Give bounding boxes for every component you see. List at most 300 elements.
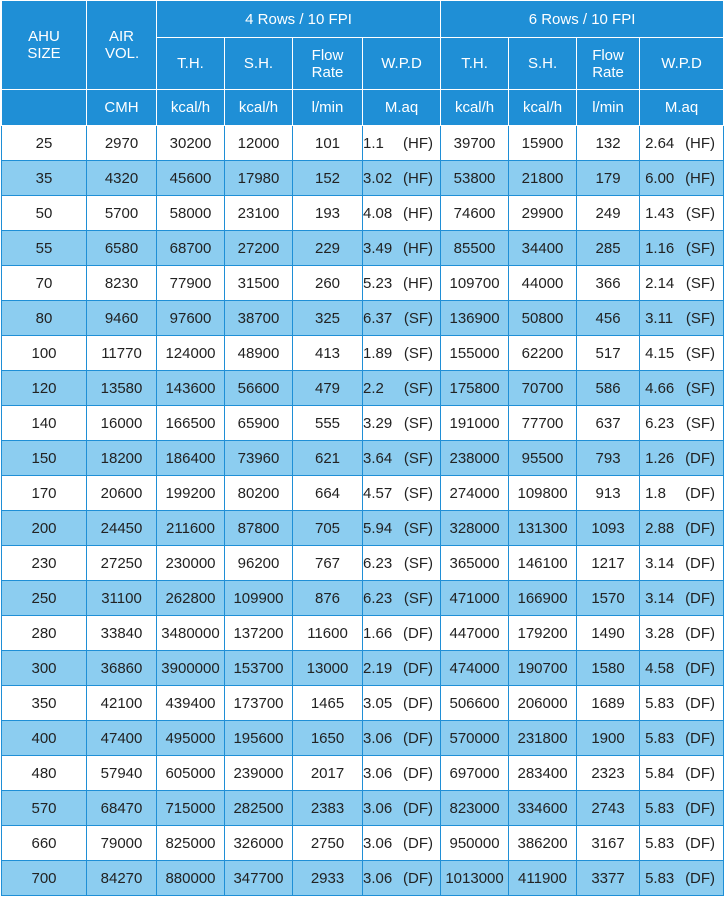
cell-flow-rate-6row: 1580 [577, 651, 640, 686]
cell-ahu-size: 170 [2, 476, 87, 511]
cell-th-4row: 3900000 [157, 651, 225, 686]
cell-sh-4row: 173700 [225, 686, 293, 721]
cell-th-6row: 136900 [441, 301, 509, 336]
cell-th-4row: 45600 [157, 161, 225, 196]
header-sh-1: S.H. [225, 38, 293, 90]
cell-th-4row: 166500 [157, 406, 225, 441]
cell-air-vol: 2970 [87, 126, 157, 161]
cell-sh-4row: 17980 [225, 161, 293, 196]
cell-wpd-6row [640, 371, 724, 406]
wpd-value: 6.37 [363, 309, 393, 327]
cell-ahu-size: 150 [2, 441, 87, 476]
cell-ahu-size: 50 [2, 196, 87, 231]
cell-air-vol: 18200 [87, 441, 157, 476]
cell-th-6row: 274000 [441, 476, 509, 511]
wpd-value: 4.66 [645, 379, 675, 397]
cell-th-4row: 825000 [157, 826, 225, 861]
wpd-value: 5.83 [645, 694, 675, 712]
cell-th-6row: 447000 [441, 616, 509, 651]
cell-sh-6row: 146100 [509, 546, 577, 581]
cell-wpd-4row [363, 336, 441, 371]
cell-air-vol: 9460 [87, 301, 157, 336]
cell-sh-6row: 283400 [509, 756, 577, 791]
cell-sh-4row: 65900 [225, 406, 293, 441]
flow-rate-label-2: Flow Rate [592, 46, 624, 81]
cell-wpd-6row [640, 476, 724, 511]
cell-th-4row: 880000 [157, 861, 225, 896]
cell-th-4row: 3480000 [157, 616, 225, 651]
cell-flow-rate-4row: 13000 [293, 651, 363, 686]
header-wpd-1: W.P.D [363, 38, 441, 90]
wpd-value: 3.06 [363, 764, 393, 782]
wpd-value: 3.14 [645, 554, 675, 572]
cell-wpd-4row [363, 546, 441, 581]
cell-flow-rate-6row: 793 [577, 441, 640, 476]
cell-th-6row: 74600 [441, 196, 509, 231]
wpd-value: 1.1 [363, 134, 384, 152]
wpd-value: 5.83 [645, 834, 675, 852]
wpd-value: 2.64 [645, 134, 675, 152]
cell-ahu-size: 55 [2, 231, 87, 266]
cell-air-vol: 5700 [87, 196, 157, 231]
cell-flow-rate-6row: 1570 [577, 581, 640, 616]
cell-sh-6row: 231800 [509, 721, 577, 756]
cell-wpd-6row [640, 546, 724, 581]
cell-flow-rate-6row: 1093 [577, 511, 640, 546]
cell-flow-rate-4row: 413 [293, 336, 363, 371]
cell-wpd-6row [640, 861, 724, 896]
ahu-size-label: AHU SIZE [27, 28, 61, 62]
wpd-value: 3.06 [363, 799, 393, 817]
header-th-1: T.H. [157, 38, 225, 90]
cell-air-vol: 47400 [87, 721, 157, 756]
wpd-value: 3.49 [363, 239, 393, 257]
unit-lmin-2: l/min [577, 90, 640, 126]
cell-sh-6row: 44000 [509, 266, 577, 301]
cell-air-vol: 27250 [87, 546, 157, 581]
cell-ahu-size: 300 [2, 651, 87, 686]
cell-wpd-4row [363, 476, 441, 511]
cell-th-6row: 1013000 [441, 861, 509, 896]
cell-ahu-size: 120 [2, 371, 87, 406]
table-row [2, 581, 724, 616]
cell-flow-rate-4row: 1650 [293, 721, 363, 756]
cell-wpd-6row [640, 126, 724, 161]
cell-th-6row: 506600 [441, 686, 509, 721]
air-vol-label: AIR VOL. [105, 28, 140, 62]
cell-ahu-size: 70 [2, 266, 87, 301]
table-row [2, 616, 724, 651]
cell-wpd-4row [363, 581, 441, 616]
cell-wpd-4row [363, 196, 441, 231]
cell-th-6row: 328000 [441, 511, 509, 546]
cell-th-6row: 175800 [441, 371, 509, 406]
cell-sh-6row: 411900 [509, 861, 577, 896]
cell-air-vol: 36860 [87, 651, 157, 686]
cell-sh-6row: 95500 [509, 441, 577, 476]
wpd-type: (DF) [685, 519, 716, 537]
cell-th-4row: 495000 [157, 721, 225, 756]
cell-air-vol: 84270 [87, 861, 157, 896]
cell-air-vol: 57940 [87, 756, 157, 791]
cell-air-vol: 4320 [87, 161, 157, 196]
wpd-type: (DF) [685, 834, 716, 852]
wpd-type: (HF) [403, 134, 433, 152]
cell-wpd-4row [363, 301, 441, 336]
header-flow-rate-1 [293, 38, 363, 90]
cell-th-6row: 39700 [441, 126, 509, 161]
cell-th-6row: 85500 [441, 231, 509, 266]
wpd-type: (SF) [403, 449, 433, 467]
cell-ahu-size: 700 [2, 861, 87, 896]
cell-ahu-size: 280 [2, 616, 87, 651]
cell-wpd-6row [640, 756, 724, 791]
cell-flow-rate-6row: 132 [577, 126, 640, 161]
wpd-type: (DF) [685, 589, 716, 607]
cell-flow-rate-4row: 2750 [293, 826, 363, 861]
wpd-value: 5.83 [645, 729, 675, 747]
wpd-value: 6.00 [645, 169, 675, 187]
cell-sh-4row: 73960 [225, 441, 293, 476]
wpd-type: (DF) [685, 659, 716, 677]
wpd-value: 5.23 [363, 274, 393, 292]
cell-wpd-6row [640, 336, 724, 371]
cell-sh-4row: 326000 [225, 826, 293, 861]
cell-flow-rate-6row: 366 [577, 266, 640, 301]
cell-flow-rate-4row: 2933 [293, 861, 363, 896]
wpd-value: 1.66 [363, 624, 393, 642]
cell-wpd-6row [640, 511, 724, 546]
cell-flow-rate-6row: 285 [577, 231, 640, 266]
wpd-value: 4.57 [363, 484, 393, 502]
cell-th-4row: 58000 [157, 196, 225, 231]
wpd-value: 2.19 [363, 659, 393, 677]
wpd-type: (SF) [403, 414, 433, 432]
cell-flow-rate-4row: 229 [293, 231, 363, 266]
cell-air-vol: 11770 [87, 336, 157, 371]
wpd-value: 3.02 [363, 169, 393, 187]
cell-wpd-6row [640, 441, 724, 476]
wpd-value: 6.23 [645, 414, 675, 432]
wpd-value: 2.88 [645, 519, 675, 537]
cell-wpd-6row [640, 616, 724, 651]
cell-th-6row: 474000 [441, 651, 509, 686]
cell-flow-rate-4row: 260 [293, 266, 363, 301]
wpd-type: (SF) [403, 484, 433, 502]
cell-sh-6row: 109800 [509, 476, 577, 511]
cell-sh-4row: 12000 [225, 126, 293, 161]
cell-ahu-size: 230 [2, 546, 87, 581]
wpd-value: 1.89 [363, 344, 393, 362]
wpd-type: (DF) [403, 624, 433, 642]
wpd-type: (DF) [685, 624, 716, 642]
wpd-type: (DF) [685, 484, 716, 502]
cell-wpd-6row [640, 721, 724, 756]
cell-ahu-size: 35 [2, 161, 87, 196]
cell-wpd-4row [363, 266, 441, 301]
cell-air-vol: 31100 [87, 581, 157, 616]
cell-flow-rate-6row: 3167 [577, 826, 640, 861]
cell-flow-rate-6row: 637 [577, 406, 640, 441]
wpd-value: 4.08 [363, 204, 393, 222]
cell-th-4row: 199200 [157, 476, 225, 511]
cell-wpd-4row [363, 161, 441, 196]
wpd-value: 3.64 [363, 449, 393, 467]
wpd-type: (SF) [403, 519, 433, 537]
cell-flow-rate-4row: 152 [293, 161, 363, 196]
cell-flow-rate-6row: 249 [577, 196, 640, 231]
cell-wpd-6row [640, 161, 724, 196]
cell-sh-4row: 109900 [225, 581, 293, 616]
cell-sh-4row: 23100 [225, 196, 293, 231]
wpd-value: 5.83 [645, 869, 675, 887]
cell-th-6row: 570000 [441, 721, 509, 756]
wpd-type: (SF) [685, 344, 716, 362]
cell-ahu-size: 100 [2, 336, 87, 371]
unit-kcal-1: kcal/h [157, 90, 225, 126]
wpd-value: 3.28 [645, 624, 675, 642]
table-row [2, 861, 724, 896]
cell-flow-rate-6row: 1217 [577, 546, 640, 581]
wpd-type: (DF) [685, 729, 716, 747]
cell-ahu-size: 570 [2, 791, 87, 826]
cell-wpd-6row [640, 791, 724, 826]
cell-sh-6row: 166900 [509, 581, 577, 616]
cell-flow-rate-4row: 767 [293, 546, 363, 581]
table-body [2, 126, 724, 896]
header-group-4rows: 4 Rows / 10 FPI [157, 1, 441, 38]
unit-maq-1: M.aq [363, 90, 441, 126]
cell-th-4row: 30200 [157, 126, 225, 161]
cell-sh-6row: 50800 [509, 301, 577, 336]
cell-wpd-4row [363, 371, 441, 406]
cell-air-vol: 13580 [87, 371, 157, 406]
wpd-value: 4.58 [645, 659, 675, 677]
cell-th-6row: 191000 [441, 406, 509, 441]
wpd-type: (SF) [685, 379, 716, 397]
cell-wpd-4row [363, 686, 441, 721]
header-wpd-2: W.P.D [640, 38, 724, 90]
wpd-value: 3.11 [645, 309, 674, 327]
cell-th-6row: 471000 [441, 581, 509, 616]
wpd-type: (DF) [403, 834, 433, 852]
cell-sh-6row: 206000 [509, 686, 577, 721]
unit-blank [2, 90, 87, 126]
cell-sh-4row: 195600 [225, 721, 293, 756]
table-row [2, 756, 724, 791]
cell-sh-6row: 34400 [509, 231, 577, 266]
cell-sh-4row: 96200 [225, 546, 293, 581]
wpd-value: 6.23 [363, 554, 393, 572]
table-row [2, 441, 724, 476]
table-row [2, 196, 724, 231]
wpd-value: 2.14 [645, 274, 675, 292]
table-row [2, 266, 724, 301]
cell-flow-rate-4row: 876 [293, 581, 363, 616]
cell-ahu-size: 250 [2, 581, 87, 616]
unit-cmh: CMH [87, 90, 157, 126]
cell-sh-4row: 80200 [225, 476, 293, 511]
cell-wpd-6row [640, 266, 724, 301]
cell-flow-rate-4row: 1465 [293, 686, 363, 721]
cell-flow-rate-4row: 2383 [293, 791, 363, 826]
header-group-6rows: 6 Rows / 10 FPI [441, 1, 724, 38]
cell-flow-rate-6row: 3377 [577, 861, 640, 896]
cell-flow-rate-6row: 179 [577, 161, 640, 196]
cell-air-vol: 42100 [87, 686, 157, 721]
wpd-type: (SF) [685, 204, 716, 222]
cell-th-6row: 53800 [441, 161, 509, 196]
cell-th-4row: 77900 [157, 266, 225, 301]
cell-wpd-4row [363, 756, 441, 791]
cell-air-vol: 20600 [87, 476, 157, 511]
table-row [2, 546, 724, 581]
cell-sh-4row: 87800 [225, 511, 293, 546]
table-row [2, 371, 724, 406]
cell-wpd-4row [363, 826, 441, 861]
wpd-value: 3.05 [363, 694, 393, 712]
cell-sh-6row: 62200 [509, 336, 577, 371]
cell-sh-4row: 239000 [225, 756, 293, 791]
cell-flow-rate-6row: 517 [577, 336, 640, 371]
wpd-type: (HF) [403, 274, 433, 292]
cell-th-6row: 238000 [441, 441, 509, 476]
wpd-value: 4.15 [645, 344, 675, 362]
wpd-type: (DF) [685, 449, 716, 467]
wpd-value: 5.94 [363, 519, 393, 537]
cell-air-vol: 6580 [87, 231, 157, 266]
cell-th-4row: 439400 [157, 686, 225, 721]
wpd-value: 3.14 [645, 589, 675, 607]
cell-ahu-size: 400 [2, 721, 87, 756]
cell-wpd-4row [363, 406, 441, 441]
wpd-type: (SF) [403, 589, 433, 607]
cell-th-6row: 365000 [441, 546, 509, 581]
wpd-type: (DF) [403, 694, 433, 712]
cell-flow-rate-6row: 2743 [577, 791, 640, 826]
header-th-2: T.H. [441, 38, 509, 90]
wpd-type: (HF) [685, 134, 716, 152]
header-sh-2: S.H. [509, 38, 577, 90]
cell-wpd-4row [363, 616, 441, 651]
cell-wpd-4row [363, 511, 441, 546]
cell-ahu-size: 200 [2, 511, 87, 546]
cell-wpd-6row [640, 826, 724, 861]
cell-flow-rate-4row: 11600 [293, 616, 363, 651]
wpd-type: (SF) [685, 309, 716, 327]
cell-ahu-size: 660 [2, 826, 87, 861]
cell-wpd-6row [640, 686, 724, 721]
wpd-type: (DF) [685, 694, 716, 712]
cell-flow-rate-4row: 621 [293, 441, 363, 476]
wpd-type: (HF) [403, 169, 433, 187]
unit-kcal-2: kcal/h [225, 90, 293, 126]
cell-flow-rate-6row: 456 [577, 301, 640, 336]
cell-wpd-4row [363, 861, 441, 896]
cell-th-4row: 97600 [157, 301, 225, 336]
cell-th-6row: 823000 [441, 791, 509, 826]
cell-sh-6row: 190700 [509, 651, 577, 686]
cell-ahu-size: 480 [2, 756, 87, 791]
cell-wpd-4row [363, 791, 441, 826]
cell-air-vol: 24450 [87, 511, 157, 546]
cell-wpd-6row [640, 651, 724, 686]
cell-wpd-6row [640, 196, 724, 231]
wpd-value: 2.2 [363, 379, 384, 397]
cell-flow-rate-6row: 2323 [577, 756, 640, 791]
wpd-value: 1.16 [645, 239, 675, 257]
table-row [2, 231, 724, 266]
cell-th-4row: 211600 [157, 511, 225, 546]
cell-air-vol: 8230 [87, 266, 157, 301]
cell-air-vol: 16000 [87, 406, 157, 441]
cell-sh-4row: 282500 [225, 791, 293, 826]
cell-th-4row: 715000 [157, 791, 225, 826]
cell-sh-4row: 38700 [225, 301, 293, 336]
cell-th-4row: 68700 [157, 231, 225, 266]
cell-th-4row: 186400 [157, 441, 225, 476]
unit-lmin-1: l/min [293, 90, 363, 126]
table-header [2, 1, 724, 126]
cell-flow-rate-4row: 664 [293, 476, 363, 511]
cell-sh-6row: 29900 [509, 196, 577, 231]
cell-flow-rate-4row: 2017 [293, 756, 363, 791]
wpd-type: (SF) [403, 309, 433, 327]
cell-flow-rate-4row: 705 [293, 511, 363, 546]
wpd-type: (DF) [685, 869, 716, 887]
cell-flow-rate-6row: 1490 [577, 616, 640, 651]
cell-flow-rate-4row: 479 [293, 371, 363, 406]
flow-rate-label-1: Flow Rate [311, 46, 344, 81]
cell-ahu-size: 140 [2, 406, 87, 441]
table-row [2, 301, 724, 336]
wpd-value: 1.26 [645, 449, 675, 467]
cell-flow-rate-4row: 193 [293, 196, 363, 231]
table-row [2, 406, 724, 441]
table-row [2, 476, 724, 511]
table-row [2, 161, 724, 196]
wpd-value: 3.06 [363, 834, 393, 852]
wpd-type: (HF) [403, 239, 433, 257]
wpd-type: (DF) [685, 554, 716, 572]
cell-th-4row: 143600 [157, 371, 225, 406]
table-row [2, 336, 724, 371]
cell-flow-rate-4row: 101 [293, 126, 363, 161]
cell-flow-rate-6row: 1900 [577, 721, 640, 756]
cell-th-4row: 262800 [157, 581, 225, 616]
wpd-value: 5.84 [645, 764, 675, 782]
cell-sh-4row: 48900 [225, 336, 293, 371]
cell-sh-6row: 386200 [509, 826, 577, 861]
cell-flow-rate-6row: 1689 [577, 686, 640, 721]
wpd-type: (SF) [403, 554, 433, 572]
cell-ahu-size: 80 [2, 301, 87, 336]
table-row [2, 686, 724, 721]
cell-sh-4row: 27200 [225, 231, 293, 266]
cell-th-6row: 697000 [441, 756, 509, 791]
wpd-type: (DF) [685, 799, 716, 817]
table-row [2, 721, 724, 756]
wpd-type: (DF) [403, 764, 433, 782]
table-row [2, 826, 724, 861]
cell-sh-4row: 347700 [225, 861, 293, 896]
cell-ahu-size: 350 [2, 686, 87, 721]
cell-flow-rate-4row: 555 [293, 406, 363, 441]
wpd-type: (SF) [685, 239, 716, 257]
wpd-type: (DF) [403, 869, 433, 887]
wpd-type: (SF) [403, 379, 433, 397]
wpd-value: 3.06 [363, 729, 393, 747]
